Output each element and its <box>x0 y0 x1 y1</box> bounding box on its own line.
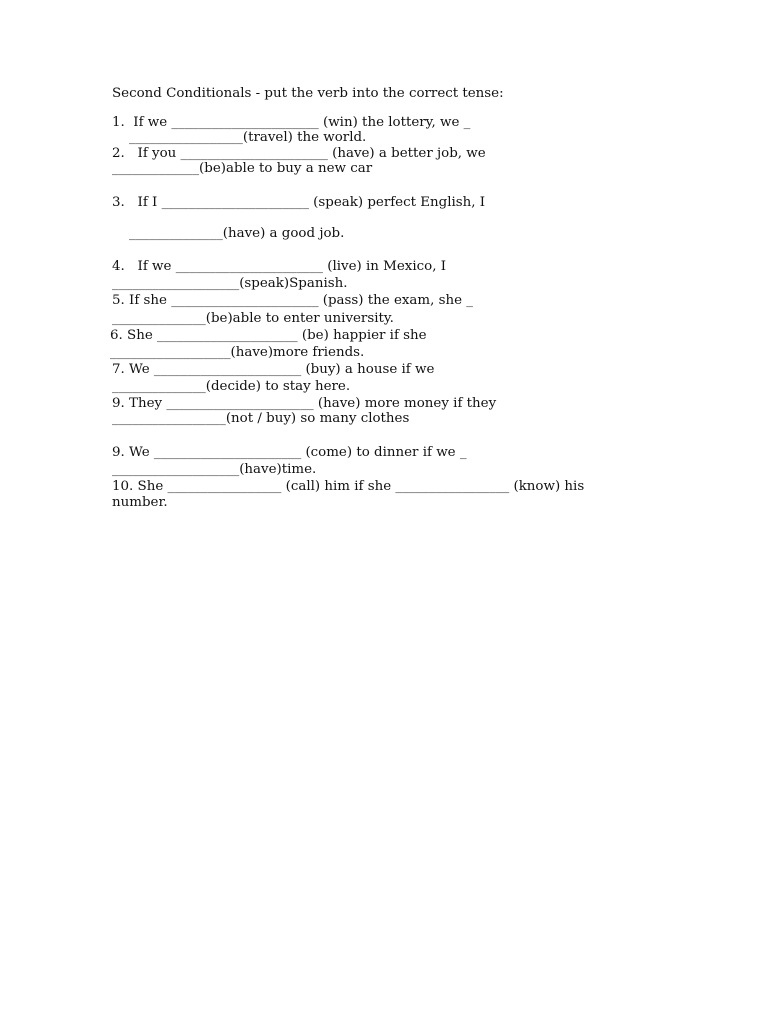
exercise-line: 10. She _________________ (call) him if she _________________ (know) his <box>112 479 585 494</box>
exercise-line: 9. We ______________________ (come) to dinner if we _ <box>112 445 467 460</box>
exercise-line: 7. We ______________________ (buy) a house if we <box>112 362 435 377</box>
exercise-line: 1. If we ______________________ (win) the lottery, we _ <box>112 115 471 130</box>
exercise-line: ___________________(have)time. <box>112 462 317 477</box>
exercise-line: _________________(not / buy) so many clothes <box>112 411 410 426</box>
exercise-line: 4. If we ______________________ (live) in Mexico, I <box>112 259 447 274</box>
exercise-line: ______________(be)able to enter university. <box>112 311 394 326</box>
exercise-line: ______________(have) a good job. <box>112 226 345 241</box>
worksheet-title: Second Conditionals - put the verb into the correct tense: <box>112 86 504 101</box>
exercise-line: ___________________(speak)Spanish. <box>112 276 348 291</box>
exercise-line: ______________(decide) to stay here. <box>112 379 351 394</box>
exercise-line: 3. If I ______________________ (speak) perfect English, I <box>112 195 486 210</box>
exercise-line: 9. They ______________________ (have) more money if they <box>112 396 497 411</box>
exercise-line: __________________(have)more friends. <box>110 345 365 360</box>
exercise-line: number. <box>112 495 168 510</box>
exercise-line: 6. She _____________________ (be) happier if she <box>110 328 427 343</box>
exercise-line: 2. If you ______________________ (have) a better job, we <box>112 146 486 161</box>
exercise-line: 5. If she ______________________ (pass) the exam, she _ <box>112 293 473 308</box>
exercise-line: _________________(travel) the world. <box>112 130 367 145</box>
exercise-line: _____________(be)able to buy a new car <box>112 161 373 176</box>
